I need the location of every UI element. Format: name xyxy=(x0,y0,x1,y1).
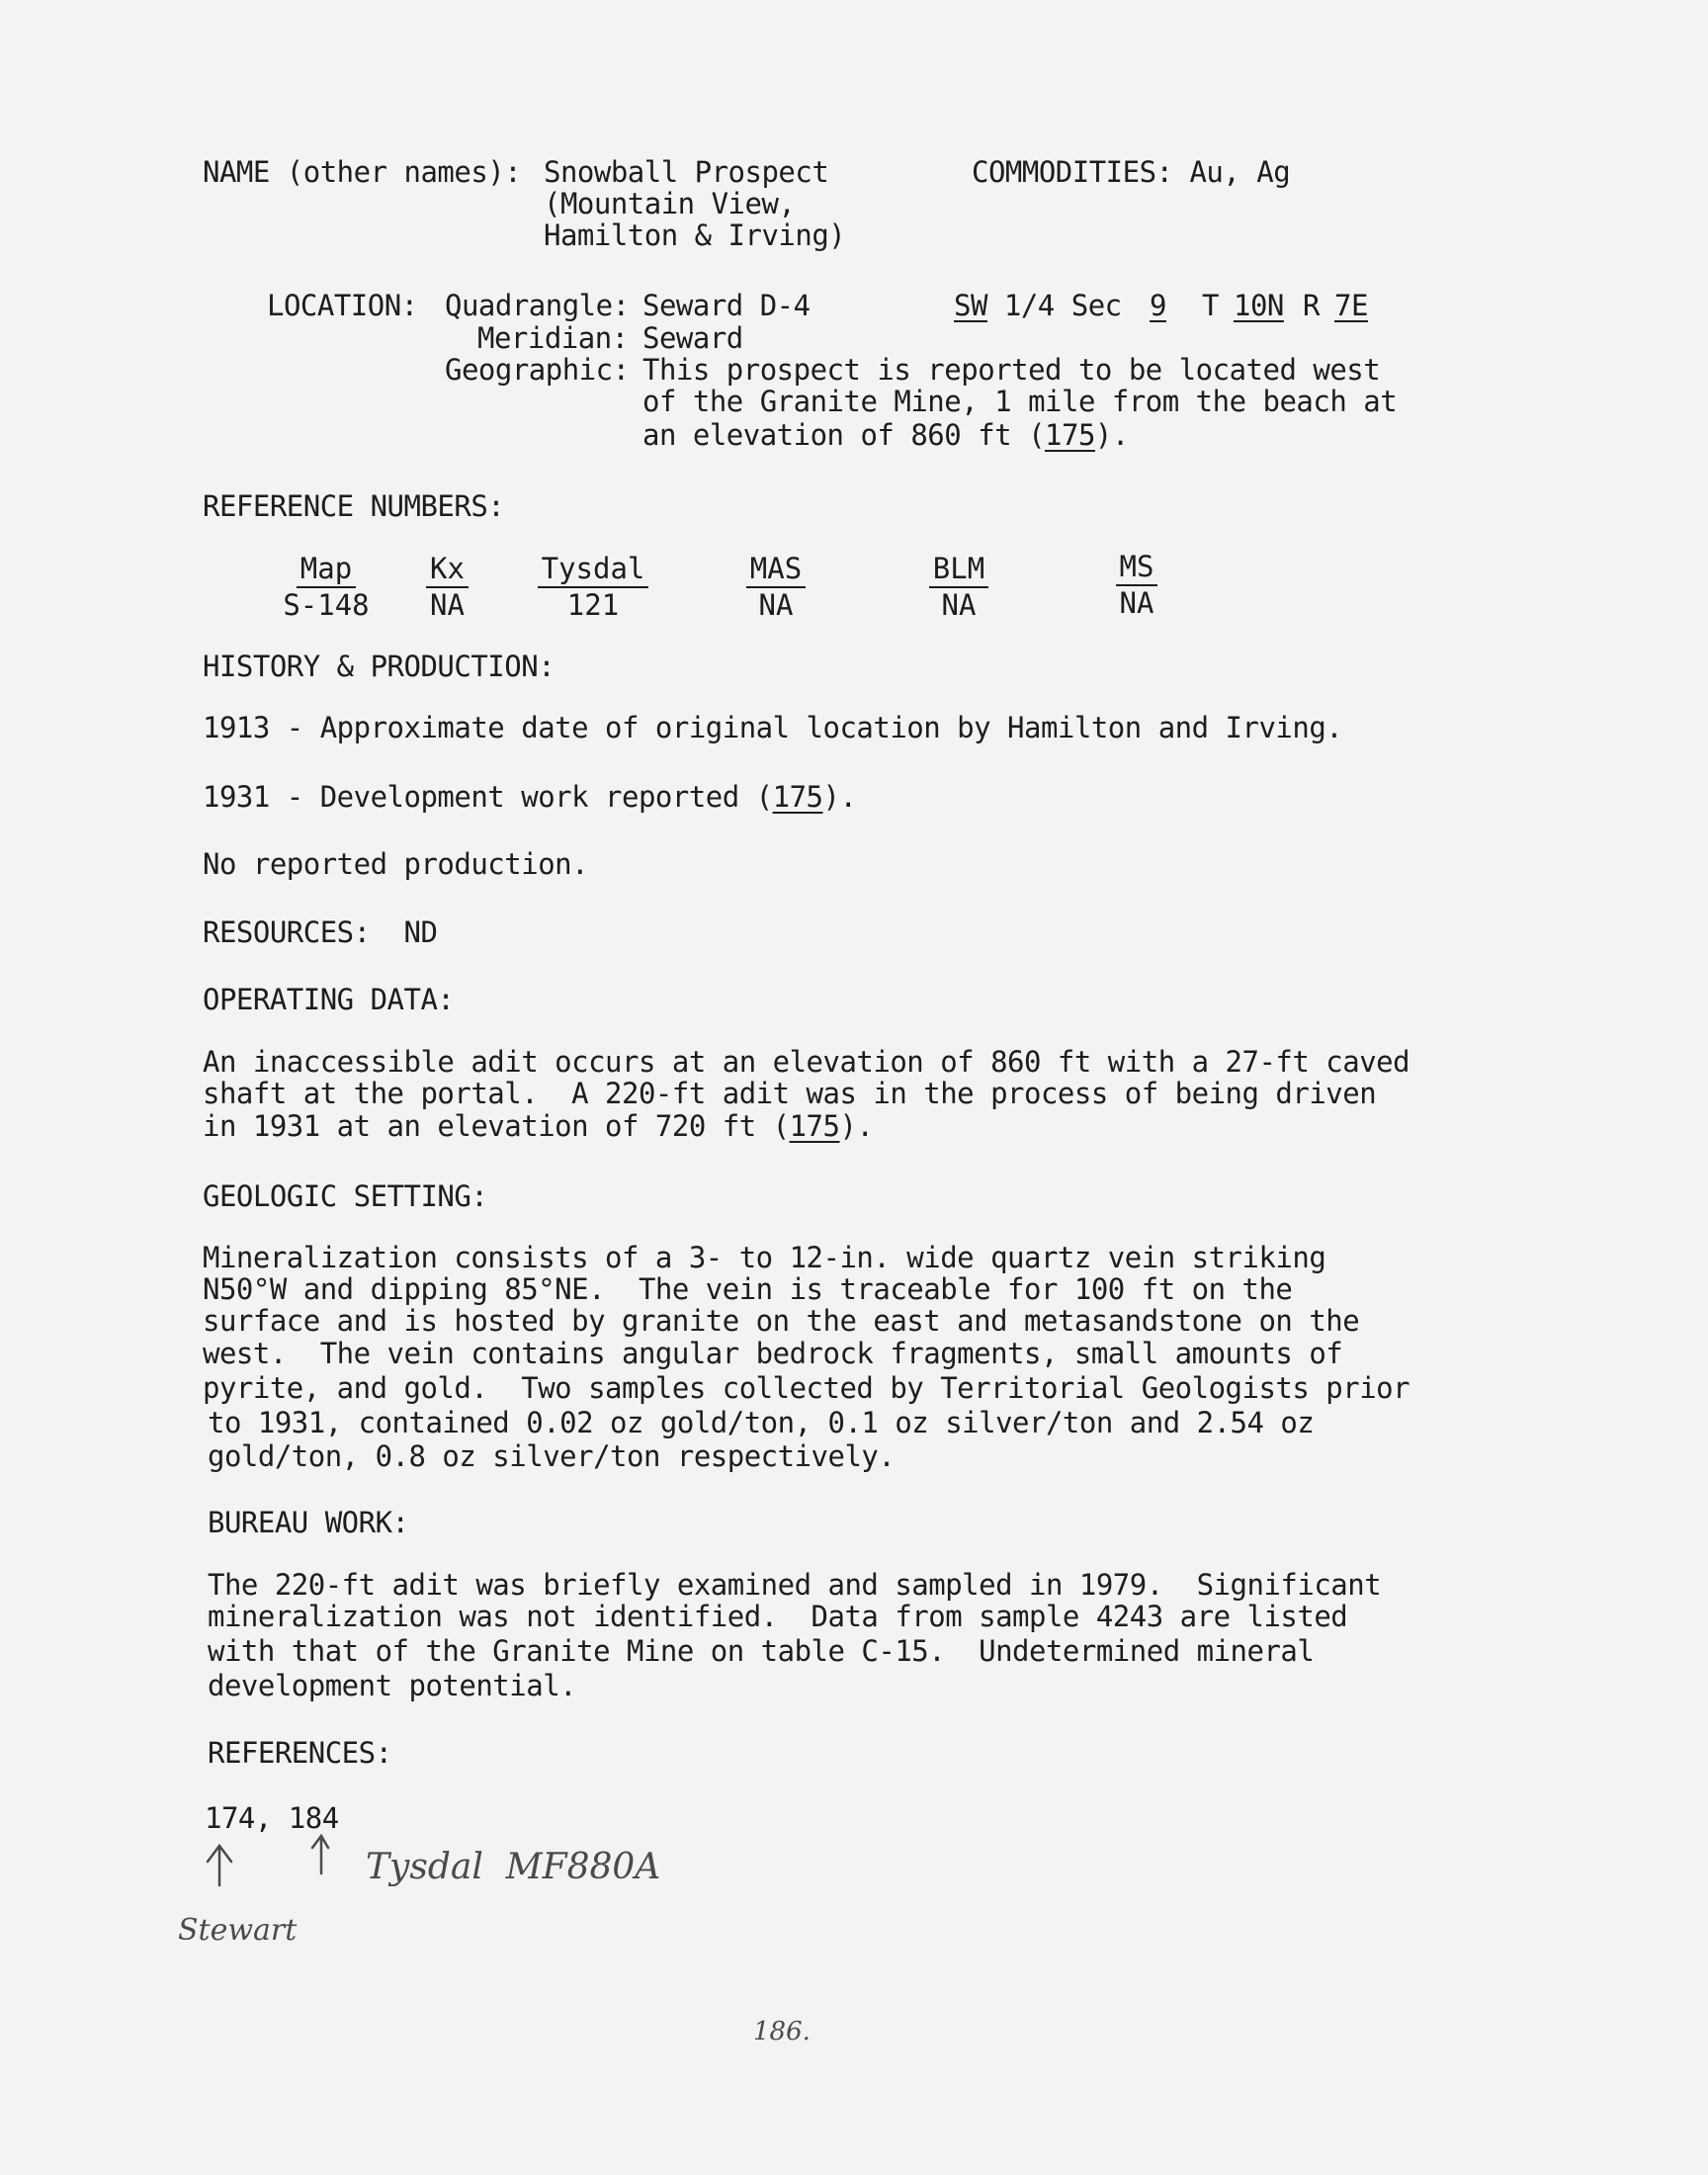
resources-label: RESOURCES: xyxy=(203,915,371,949)
ref-ms xyxy=(1107,550,1166,620)
operating-line-2: shaft at the portal. A 220-ft adit was in the process of being driven xyxy=(203,1077,1377,1110)
geographic-line-3 xyxy=(642,418,1129,452)
quarter-section xyxy=(954,289,1122,322)
name-label: NAME (other names): xyxy=(203,155,522,189)
geologic-line-2: N50°W and dipping 85°NE. The vein is traceable for 100 ft on the xyxy=(203,1272,1293,1306)
geographic-line-3-text: an elevation of 860 ft ( xyxy=(642,418,1046,452)
ref-mas-value: NA xyxy=(758,588,794,622)
operating-heading: OPERATING DATA: xyxy=(203,983,455,1016)
meridian-label: Meridian: xyxy=(477,321,629,355)
ref-map-value: S-148 xyxy=(283,588,370,622)
history-line-3: No reported production. xyxy=(203,847,589,881)
reference-link-175: 175 xyxy=(789,1109,840,1143)
bureau-heading: BUREAU WORK: xyxy=(208,1506,409,1539)
references-heading: REFERENCES: xyxy=(208,1736,392,1770)
geologic-line-4: west. The vein contains angular bedrock fragments, small amounts of xyxy=(203,1337,1343,1370)
geographic-line-2: of the Granite Mine, 1 mile from the beach at xyxy=(642,385,1398,418)
bureau-line-3: with that of the Granite Mine on table C-15. Undetermined mineral xyxy=(208,1634,1315,1668)
history-line-2 xyxy=(203,780,856,814)
quarter-suffix: 1/4 Sec xyxy=(1003,289,1122,322)
ref-tysdal-value: 121 xyxy=(566,588,620,622)
section-value: 9 xyxy=(1150,289,1166,322)
references-value: 174, 184 xyxy=(205,1801,339,1835)
geologic-line-7: gold/ton, 0.8 oz silver/ton respectively. xyxy=(208,1439,896,1473)
history-heading: HISTORY & PRODUCTION: xyxy=(203,650,555,683)
reference-link-175: 175 xyxy=(772,780,823,814)
geologic-line-5: pyrite, and gold. Two samples collected by Territorial Geologists prior xyxy=(203,1371,1410,1405)
ref-blm-label: BLM xyxy=(929,552,988,588)
quarter-value: SW xyxy=(954,289,987,322)
township-value: 10N xyxy=(1234,289,1284,322)
ref-ms-label: MS xyxy=(1116,550,1158,586)
reference-numbers-heading: REFERENCE NUMBERS: xyxy=(203,489,505,523)
township-label: T xyxy=(1202,289,1219,322)
operating-line-3 xyxy=(203,1109,873,1143)
geologic-line-1: Mineralization consists of a 3- to 12-in. wide quartz vein striking xyxy=(203,1241,1326,1274)
bureau-line-2: mineralization was not identified. Data from sample 4243 are listed xyxy=(208,1600,1348,1633)
ref-kx-value: NA xyxy=(430,588,465,622)
ref-tysdal xyxy=(534,552,652,622)
up-arrow-icon xyxy=(312,1836,328,1873)
name-line-2: (Mountain View, xyxy=(544,187,796,220)
ref-mas xyxy=(741,552,811,622)
history-line-1: 1913 - Approximate date of original location by Hamilton and Irving. xyxy=(203,711,1343,744)
resources xyxy=(203,915,437,949)
ref-tysdal-label: Tysdal xyxy=(538,552,649,588)
ref-ms-value: NA xyxy=(1119,586,1154,620)
handwritten-arrows xyxy=(198,1834,336,1893)
name-line-1: Snowball Prospect xyxy=(544,155,829,189)
ref-blm-value: NA xyxy=(941,588,977,622)
ref-mas-label: MAS xyxy=(746,552,806,588)
operating-line-1: An inaccessible adit occurs at an elevation of 860 ft with a 27-ft caved xyxy=(203,1045,1410,1079)
geographic-line-3-end: ). xyxy=(1094,418,1129,452)
location-label: LOCATION: xyxy=(267,289,418,322)
ref-map xyxy=(272,552,381,622)
ref-kx-label: Kx xyxy=(426,552,469,588)
commodities: COMMODITIES: Au, Ag xyxy=(972,155,1291,189)
up-arrow-icon xyxy=(208,1846,231,1885)
name-line-3: Hamilton & Irving) xyxy=(544,218,846,252)
geographic-line-1: This prospect is reported to be located west xyxy=(642,353,1381,387)
resources-value: ND xyxy=(403,915,438,949)
page-number: 186. xyxy=(753,2017,811,2046)
range-label: R xyxy=(1303,289,1320,322)
geologic-heading: GEOLOGIC SETTING: xyxy=(203,1179,488,1213)
reference-link-175: 175 xyxy=(1045,418,1095,452)
ref-map-label: Map xyxy=(297,552,356,588)
quadrangle-value: Seward D-4 xyxy=(642,289,811,322)
ref-kx xyxy=(415,552,479,622)
geologic-line-3: surface and is hosted by granite on the east and metasandstone on the xyxy=(203,1304,1360,1338)
geologic-line-6: to 1931, contained 0.02 oz gold/ton, 0.1 oz silver/ton and 2.54 oz xyxy=(208,1406,1315,1439)
handwritten-name: Stewart xyxy=(178,1913,298,1948)
quadrangle-label: Quadrangle: xyxy=(445,289,630,322)
operating-line-3-text: in 1931 at an elevation of 720 ft ( xyxy=(203,1109,790,1143)
meridian-value: Seward xyxy=(642,321,743,355)
bureau-line-1: The 220-ft adit was briefly examined and sampled in 1979. Significant xyxy=(208,1568,1382,1602)
handwritten-note: Tysdal MF880A xyxy=(366,1847,661,1887)
history-line-2-end: ). xyxy=(822,780,857,814)
bureau-line-4: development potential. xyxy=(208,1669,577,1702)
history-line-2-text: 1931 - Development work reported ( xyxy=(203,780,773,814)
geographic-label: Geographic: xyxy=(445,353,630,387)
operating-line-3-end: ). xyxy=(839,1109,874,1143)
range-value: 7E xyxy=(1334,289,1368,322)
ref-blm xyxy=(924,552,993,622)
